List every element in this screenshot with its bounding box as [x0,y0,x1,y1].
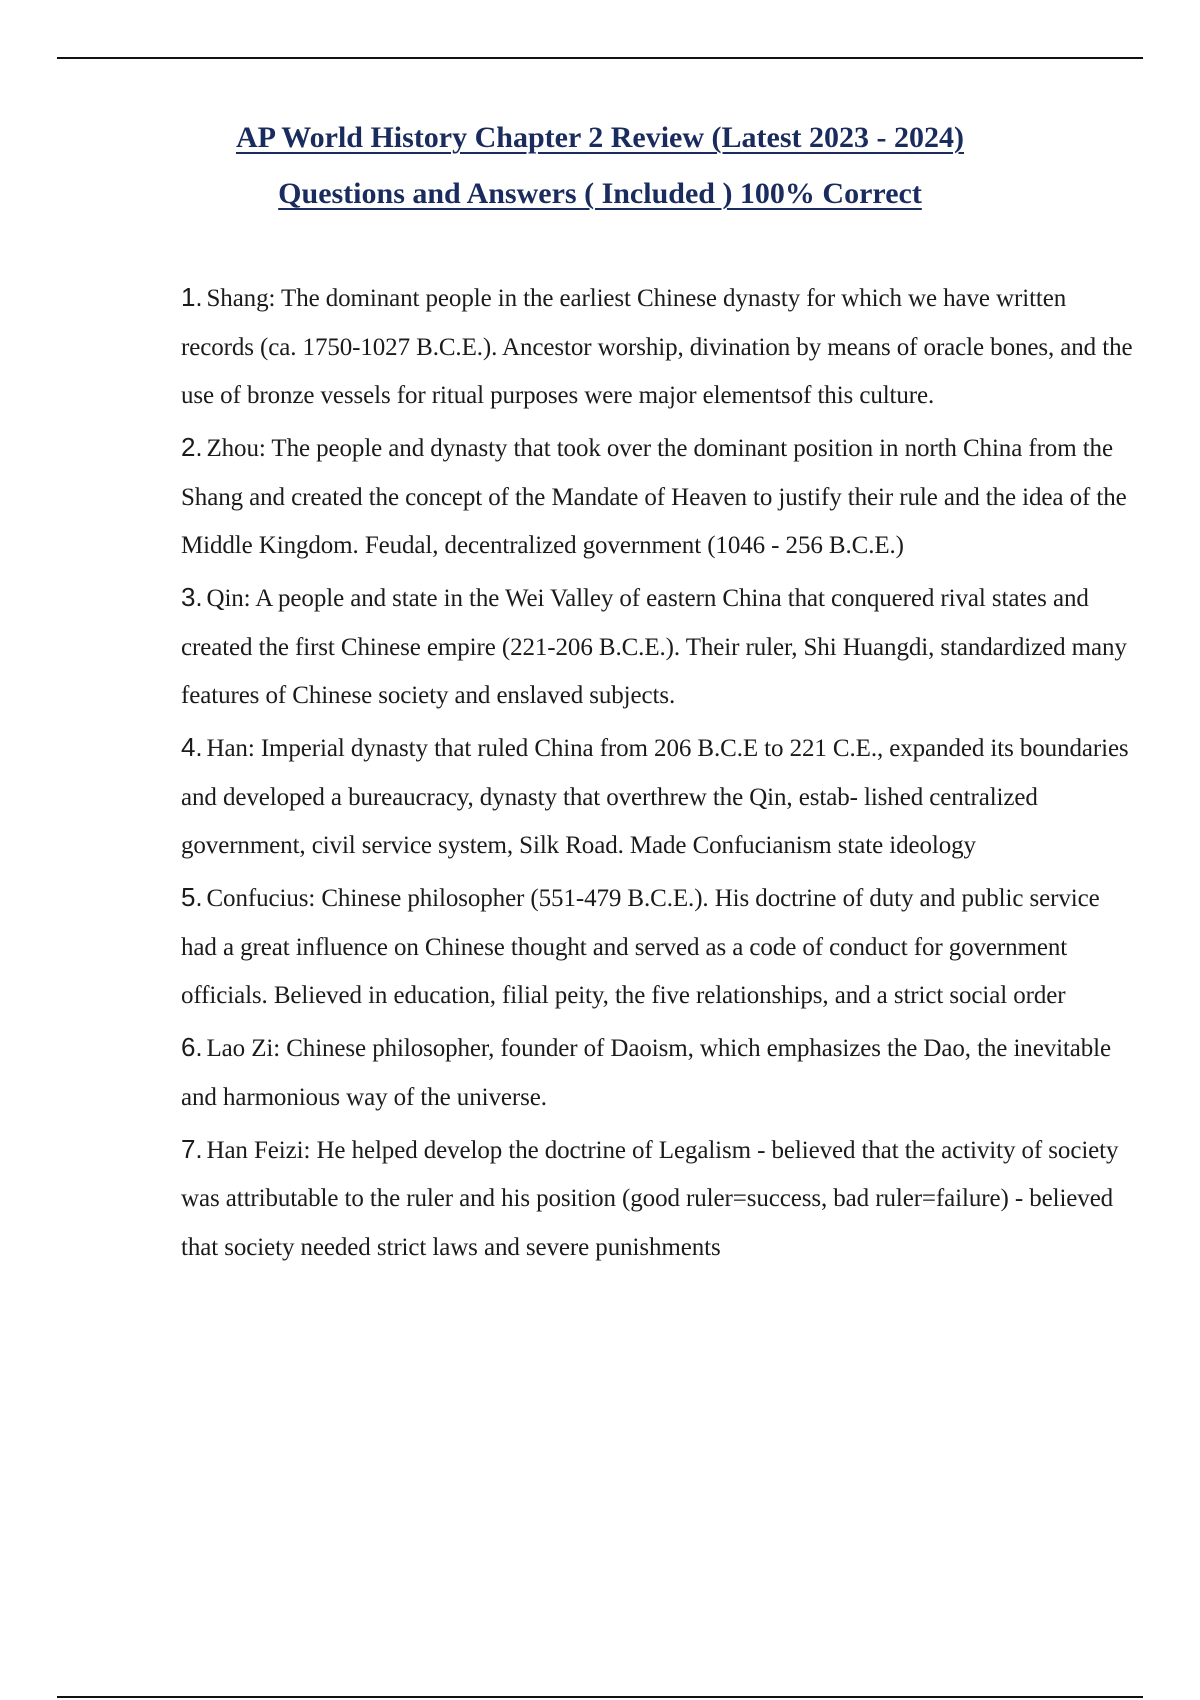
list-item [181,573,1141,721]
title-line-2 [0,166,1200,222]
item-text: Shang: The dominant people in the earliest Chinese dynasty for which we have written records (ca. 1750-1027 B.C.E.). Ancestor worship, divination by means of oracle bones, and the use of bronze vessels for ritual purposes were major elementsof this culture. [181,285,1133,409]
item-text: Han Feizi: He helped develop the doctrine of Legalism - believed that the activity of society was attributable to the ruler and his position (good ruler=success, bad ruler=failure) - believed that society needed strict laws and severe punishments [181,1136,1119,1261]
item-text: Confucius: Chinese philosopher (551-479 B.C.E.). His doctrine of duty and public service had a great influence on Chinese thought and served as a code of conduct for government officials. Believed in education, filial peity, the five relationships, and a strict social order [181,885,1100,1009]
list-item [181,1125,1141,1273]
question-answer-list [181,273,1141,1275]
title-line-1-text: AP World History Chapter 2 Review (Latest 2023 - 2024) [236,121,964,154]
list-item [181,423,1141,571]
item-number: 7. [181,1133,203,1164]
item-number: 3. [181,582,203,612]
item-number: 6. [181,1032,203,1062]
list-item [181,873,1141,1021]
list-item [181,723,1141,871]
item-number: 1. [181,282,203,312]
item-text: Zhou: The people and dynasty that took over the dominant position in north China from the Shang and created the concept of the Mandate of Heaven to justify their rule and the idea of the Middle Kingdom. Feudal, decentralized government (1046 - 256 B.C.E.) [181,435,1127,559]
item-number: 2. [181,432,203,462]
title-line-2-text: Questions and Answers ( Included ) 100% Correct [278,177,922,210]
list-item [181,273,1141,421]
header-rule [57,57,1143,59]
document-title [0,110,1200,222]
list-item [181,1023,1141,1122]
title-line-1 [0,110,1200,166]
item-text: Qin: A people and state in the Wei Valley of eastern China that conquered rival states and created the first Chinese empire (221-206 B.C.E.). Their ruler, Shi Huangdi, standardized many features of Chinese society and enslaved subjects. [181,585,1127,709]
item-number: 5. [181,882,203,912]
item-number: 4. [181,732,203,762]
footer-rule [57,1696,1143,1698]
item-text: Lao Zi: Chinese philosopher, founder of Daoism, which emphasizes the Dao, the inevitable and harmonious way of the universe. [181,1035,1112,1111]
item-text: Han: Imperial dynasty that ruled China from 206 B.C.E to 221 C.E., expanded its boundaries and developed a bureaucracy, dynasty that overthrew the Qin, estab- lished centralized government, civil service system, Silk Road. Made Confucianism state ideology [181,735,1129,859]
